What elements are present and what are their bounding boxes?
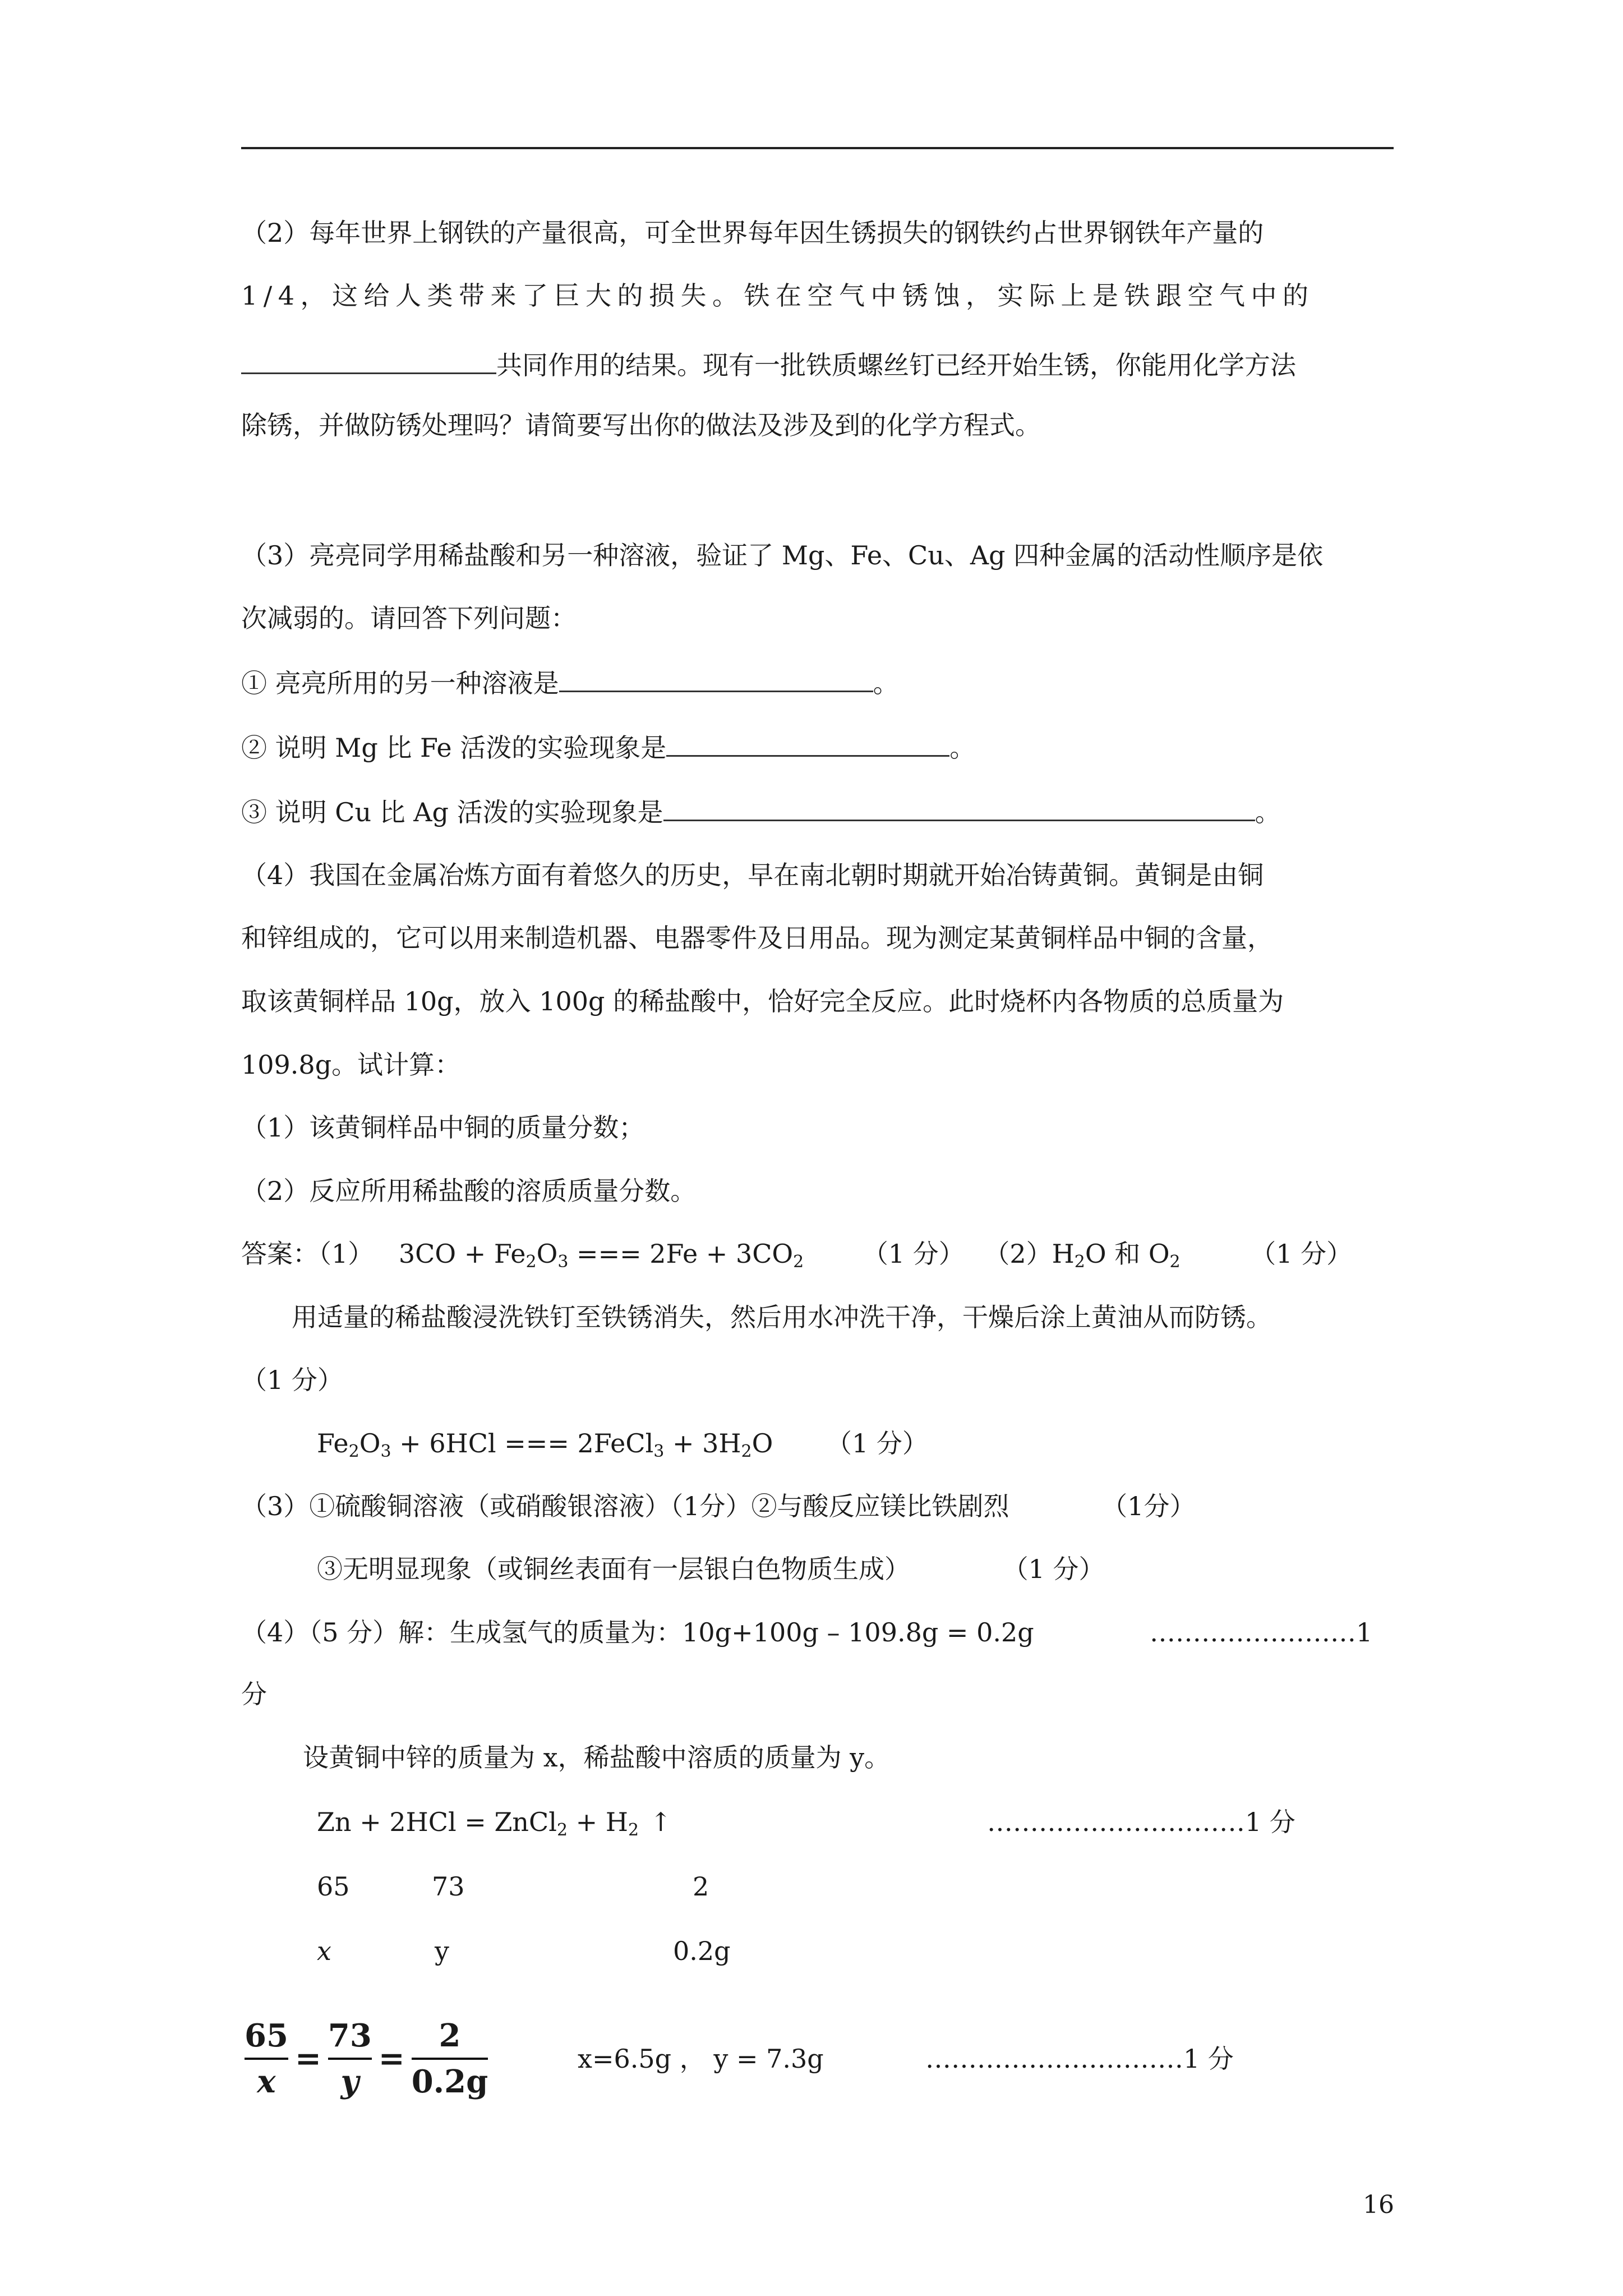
up-arrow-icon: ↑ — [650, 1807, 672, 1837]
answer-3 — [317, 1427, 928, 1460]
page-number: 16 — [1363, 2191, 1394, 2219]
answer-blank[interactable] — [559, 665, 873, 692]
q4-sub-1: （1）该黄铜样品中铜的质量分数； — [241, 1112, 645, 1143]
denominator: x — [257, 2063, 276, 2100]
q3-item-3 — [241, 794, 1281, 829]
ratio-row-2: y — [435, 1936, 449, 1966]
fraction-1 — [245, 2017, 288, 2100]
q4-line-2: 和锌组成的，它可以用来制造机器、电器零件及日用品。现为测定某黄铜样品中铜的含量， — [241, 923, 1273, 953]
answer-blank[interactable] — [666, 729, 949, 757]
fraction-bar — [245, 2058, 288, 2060]
period: 。 — [1255, 797, 1281, 827]
q3-item-1 — [241, 665, 899, 700]
eq-part: Fe — [317, 1428, 349, 1458]
answer-2-points: （1 分） — [241, 1365, 343, 1395]
score-dots: …………………………1 分 — [987, 1807, 1295, 1837]
points: （1 分） — [826, 1428, 928, 1458]
score-dots: …………………………1 分 — [925, 2044, 1234, 2074]
period: 。 — [873, 668, 899, 698]
q2-line-3-text: 共同作用的结果。现有一批铁质螺丝钉已经开始生锈，你能用化学方法 — [496, 350, 1296, 380]
equals-sign: = — [378, 2040, 405, 2077]
subscript: 2 — [793, 1252, 804, 1272]
subscript: 2 — [556, 1820, 568, 1840]
answer-label: 答案：（1） — [241, 1239, 374, 1269]
eq-part: O — [751, 1428, 773, 1458]
numerator: 2 — [439, 2017, 461, 2054]
subscript: 2 — [1074, 1252, 1085, 1272]
subscript: 2 — [525, 1252, 537, 1272]
fraction-2 — [328, 2017, 372, 2100]
eq-part: Zn + 2HCl = ZnCl — [317, 1807, 557, 1837]
points: （1 分） — [1002, 1554, 1105, 1584]
answer-7: 设黄铜中锌的质量为 x，稀盐酸中溶质的质量为 y。 — [303, 1742, 891, 1773]
ratio-row-2: 0.2g — [673, 1936, 731, 1966]
eq-part: + 6HCl === 2FeCl — [391, 1428, 654, 1458]
q2-line-2-text: 1/4，这给人类带来了巨大的损失。铁在空气中锈蚀，实际上是铁跟空气中的 — [241, 280, 1315, 311]
answer-6-fen: 分 — [241, 1679, 267, 1709]
denominator: 0.2g — [411, 2063, 488, 2100]
answer-4-text: （3）①硫酸铜溶液（或硝酸银溶液）（1分）②与酸反应镁比铁剧烈 — [241, 1491, 1009, 1521]
q2-line-2 — [241, 279, 1315, 312]
subscript: 2 — [348, 1442, 359, 1461]
answer-5 — [317, 1552, 1105, 1586]
eq-part: === 2Fe + 3CO — [568, 1239, 794, 1269]
q2-line-3 — [241, 347, 1296, 382]
subscript: 3 — [380, 1442, 391, 1461]
answer-1 — [241, 1237, 1352, 1271]
header-rule — [241, 147, 1394, 149]
q3-line-2: 次减弱的。请回答下列问题： — [241, 603, 577, 633]
q3-item-2-text: ② 说明 Mg 比 Fe 活泼的实验现象是 — [241, 733, 667, 763]
points: （1分） — [1101, 1491, 1196, 1521]
answer-blank[interactable] — [241, 347, 496, 374]
q3-item-1-text: ① 亮亮所用的另一种溶液是 — [241, 668, 559, 698]
ratio-row-2: x — [317, 1936, 331, 1966]
eq-part: O — [536, 1239, 558, 1269]
fraction-bar — [328, 2058, 372, 2060]
reaction-equation — [317, 1805, 672, 1839]
q4-line-1: （4）我国在金属冶炼方面有着悠久的历史，早在南北朝时期就开始冶铸黄铜。黄铜是由铜 — [241, 860, 1264, 890]
eq-part: + 3H — [664, 1428, 741, 1458]
ratio-row-1: 65 — [317, 1871, 350, 1902]
q3-item-2 — [241, 729, 975, 765]
answer-4 — [241, 1489, 1195, 1523]
numerator: 65 — [245, 2017, 288, 2054]
denominator: y — [340, 2063, 359, 2100]
score-dots: ……………………1 — [1150, 1617, 1373, 1648]
answer-blank[interactable] — [663, 794, 1255, 821]
points: （1 分） — [862, 1239, 965, 1269]
fraction-3 — [412, 2017, 488, 2100]
subscript: 2 — [1169, 1252, 1181, 1272]
answer-5-text: ③无明显现象（或铜丝表面有一层银白色物质生成） — [317, 1554, 910, 1584]
equals-sign: = — [294, 2040, 321, 2077]
subscript: 2 — [741, 1442, 752, 1461]
q2-line-4: 除锈，并做防锈处理吗？请简要写出你的做法及涉及到的化学方程式。 — [241, 410, 1041, 440]
subscript: 3 — [653, 1442, 665, 1461]
fraction-bar — [412, 2058, 488, 2060]
numerator: 73 — [328, 2017, 372, 2054]
q4-line-4: 109.8g。试计算： — [241, 1050, 461, 1080]
q3-line-1: （3）亮亮同学用稀盐酸和另一种溶液，验证了 Mg、Fe、Cu、Ag 四种金属的活动性顺序是依 — [241, 540, 1324, 570]
subscript: 2 — [628, 1820, 639, 1840]
period: 。 — [949, 733, 976, 763]
answer-1-2 — [984, 1239, 1181, 1272]
points: （1 分） — [1250, 1239, 1353, 1269]
q4-line-3: 取该黄铜样品 10g，放入 100g 的稀盐酸中，恰好完全反应。此时烧杯内各物质的总质量为 — [241, 986, 1284, 1016]
subscript: 3 — [557, 1252, 569, 1272]
equation-fe2o3-co — [398, 1239, 804, 1272]
eq-part: + H — [568, 1807, 628, 1837]
ratio-row-1: 73 — [432, 1871, 465, 1902]
answer-6: （4）（5 分）解：生成氢气的质量为：10g+100g – 109.8g = 0.2g — [241, 1617, 1034, 1648]
eq-part: O — [359, 1428, 381, 1458]
eq-part: （2）H — [984, 1239, 1075, 1269]
eq-part: 3CO + Fe — [398, 1239, 526, 1269]
proportion-fractions — [241, 2011, 491, 2106]
result-values: x=6.5g ， y = 7.3g — [578, 2044, 824, 2074]
answer-2: 用适量的稀盐酸浸洗铁钉至铁锈消失，然后用水冲洗干净，干燥后涂上黄油从而防锈。 — [292, 1302, 1272, 1332]
q2-line-1: （2）每年世界上钢铁的产量很高，可全世界每年因生锈损失的钢铁约占世界钢铁年产量的 — [241, 218, 1264, 248]
ratio-row-1: 2 — [693, 1871, 709, 1902]
q3-item-3-text: ③ 说明 Cu 比 Ag 活泼的实验现象是 — [241, 797, 663, 827]
eq-part: O 和 O — [1085, 1239, 1170, 1269]
q4-sub-2: （2）反应所用稀盐酸的溶质质量分数。 — [241, 1176, 697, 1206]
